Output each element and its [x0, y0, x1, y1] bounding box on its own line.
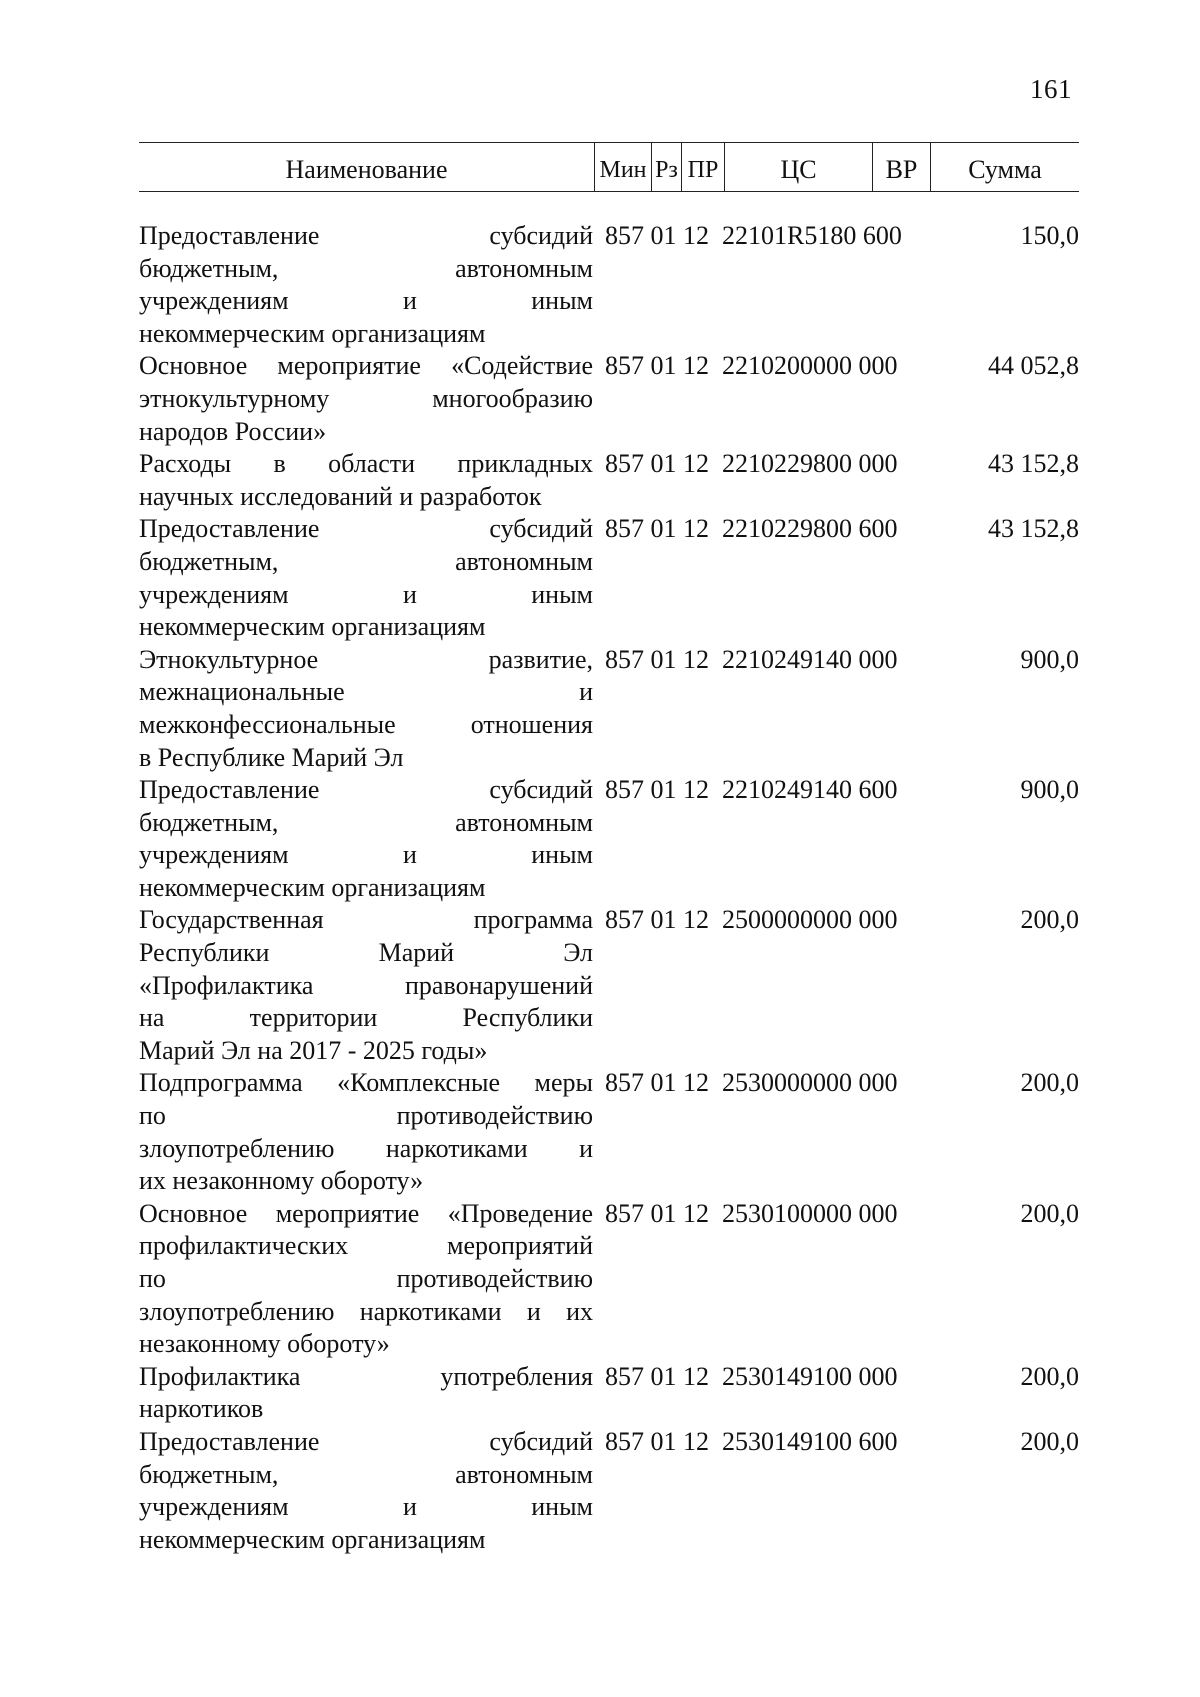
row-min: 857 — [605, 514, 644, 544]
row-cs: 2210229800 — [722, 449, 852, 479]
row-name-line: учреждениям и иным — [139, 840, 593, 870]
row-pr: 12 — [683, 775, 709, 805]
row-min: 857 — [605, 351, 644, 381]
row-name-line: Этнокультурное развитие, — [139, 644, 593, 674]
row-name — [139, 350, 595, 448]
row-pr: 12 — [683, 449, 709, 479]
table-row — [139, 1426, 1079, 1556]
row-vr: 600 — [858, 1426, 898, 1456]
row-min: 857 — [605, 449, 644, 479]
row-name-line: злоупотреблению наркотиками и их — [139, 1296, 593, 1326]
row-cs: 2210249140 — [722, 644, 852, 674]
row-vr: 000 — [858, 449, 898, 479]
row-pr: 12 — [683, 1426, 709, 1456]
row-name-line: их незаконному обороту» — [139, 1166, 424, 1196]
row-name-line: профилактических мероприятий — [139, 1231, 593, 1261]
row-name-line: Предоставление субсидий — [139, 1426, 593, 1456]
row-name-line: по противодействию — [139, 1101, 593, 1131]
row-pr: 12 — [683, 644, 709, 674]
row-name-line: по противодействию — [139, 1264, 593, 1293]
table-row — [139, 644, 1079, 774]
row-rz: 01 — [650, 1198, 677, 1228]
row-cs: 2210200000 — [722, 351, 852, 381]
row-min: 857 — [605, 1361, 644, 1391]
row-name-line: Основное мероприятие «Проведение — [139, 1198, 593, 1228]
row-name — [139, 904, 595, 1067]
table-row — [139, 774, 1079, 904]
row-sum: 43 152,8 — [988, 449, 1079, 479]
row-vr: 000 — [858, 351, 898, 381]
row-name — [139, 220, 595, 350]
row-name-line: учреждениям и иным — [139, 579, 593, 609]
row-cs: 2530000000 — [722, 1068, 852, 1098]
row-name-line: бюджетным, автономным — [139, 1459, 593, 1489]
row-min: 857 — [605, 1198, 644, 1228]
row-name-line: межконфессиональные отношения — [139, 709, 593, 739]
row-name-line: на территории Республики — [139, 1003, 593, 1033]
row-min: 857 — [605, 644, 644, 674]
row-name-line: бюджетным, автономным — [139, 546, 593, 576]
row-name — [139, 774, 595, 904]
row-name-line: бюджетным, автономным — [139, 807, 593, 837]
row-name-line: Расходы в области прикладных — [139, 449, 593, 479]
row-name-line: межнациональные и — [139, 677, 593, 707]
row-pr: 12 — [683, 1198, 709, 1228]
row-name-line: незаконному обороту» — [139, 1329, 390, 1359]
row-name-line: научных исследований и разработок — [139, 481, 542, 511]
row-sum: 900,0 — [1020, 775, 1079, 805]
table-row — [139, 1067, 1079, 1197]
table-row — [139, 513, 1079, 643]
row-name-line: в Республике Марий Эл — [139, 742, 404, 772]
row-name-line: бюджетным, автономным — [139, 253, 593, 283]
row-min: 857 — [605, 1068, 644, 1098]
row-name — [139, 1426, 595, 1556]
row-rz: 01 — [650, 1068, 677, 1098]
row-sum: 44 052,8 — [988, 351, 1079, 381]
row-name — [139, 644, 595, 774]
row-vr: 600 — [858, 775, 898, 805]
table-body — [139, 220, 1079, 1556]
row-rz: 01 — [650, 1426, 677, 1456]
row-pr: 12 — [683, 905, 709, 935]
page-number: 161 — [1030, 74, 1072, 104]
row-name-line: злоупотреблению наркотиками и — [139, 1133, 593, 1163]
row-min: 857 — [605, 905, 644, 935]
row-name — [139, 1198, 595, 1361]
row-rz: 01 — [650, 905, 677, 935]
row-sum: 200,0 — [1020, 1426, 1079, 1456]
row-name-line: Марий Эл на 2017 - 2025 годы» — [139, 1035, 488, 1065]
row-rz: 01 — [650, 351, 677, 381]
row-name-line: Основное мероприятие «Содействие — [139, 351, 593, 381]
row-vr: 000 — [858, 1068, 898, 1098]
row-codes — [595, 513, 935, 643]
row-vr: 000 — [858, 905, 898, 935]
table-header — [139, 142, 1079, 192]
row-name-line: учреждениям и иным — [139, 286, 593, 316]
row-name-line: этнокультурному многообразию — [139, 383, 593, 413]
row-pr: 12 — [683, 1068, 709, 1098]
table-row — [139, 1198, 1079, 1361]
row-name-line: Предоставление субсидий — [139, 221, 593, 250]
table-row — [139, 220, 1079, 350]
row-name-line: народов России» — [139, 416, 327, 446]
row-pr: 12 — [683, 351, 709, 381]
row-name-line: наркотиков — [139, 1394, 264, 1424]
row-codes — [595, 1198, 935, 1361]
table-row — [139, 350, 1079, 448]
header-cs: ЦС — [724, 143, 872, 191]
row-pr: 12 — [683, 1361, 709, 1391]
header-min: Мин — [594, 143, 651, 191]
row-cs: 2530149100 — [722, 1426, 852, 1456]
header-pr: ПР — [681, 143, 724, 191]
row-codes — [595, 448, 935, 513]
table-row — [139, 1361, 1079, 1426]
row-rz: 01 — [650, 514, 677, 544]
row-sum: 200,0 — [1020, 1361, 1079, 1391]
row-codes — [595, 904, 935, 1067]
row-sum: 200,0 — [1020, 1198, 1079, 1228]
row-name — [139, 448, 595, 513]
row-vr: 600 — [862, 221, 902, 250]
row-name-line: некоммерческим организациям — [139, 872, 486, 902]
row-name-line: некоммерческим организациям — [139, 318, 486, 348]
row-codes — [595, 1361, 935, 1426]
row-name-line: Предоставление субсидий — [139, 514, 593, 544]
row-codes — [595, 774, 935, 904]
row-sum: 900,0 — [1020, 644, 1079, 674]
row-name-line: Профилактика употребления — [139, 1361, 593, 1391]
row-vr: 600 — [858, 514, 898, 544]
row-rz: 01 — [650, 644, 677, 674]
row-codes — [595, 220, 935, 350]
row-name-line: некоммерческим организациям — [139, 612, 486, 642]
row-name-line: учреждениям и иным — [139, 1492, 593, 1522]
row-name-line: Подпрограмма «Комплексные меры — [139, 1068, 593, 1098]
row-min: 857 — [605, 775, 644, 805]
header-rz: Рз — [651, 143, 681, 191]
row-name-line: Республики Марий Эл — [139, 938, 593, 968]
row-name — [139, 1361, 595, 1426]
row-name — [139, 513, 595, 643]
row-cs: 2210229800 — [722, 514, 852, 544]
header-vr: ВР — [872, 143, 930, 191]
row-name-line: «Профилактика правонарушений — [139, 970, 593, 1000]
header-sum: Сумма — [930, 143, 1079, 191]
row-name-line: Государственная программа — [139, 905, 593, 935]
row-min: 857 — [605, 221, 644, 250]
row-name — [139, 1067, 595, 1197]
row-name-line: Предоставление субсидий — [139, 775, 593, 805]
row-cs: 2530100000 — [722, 1198, 852, 1228]
row-pr: 12 — [683, 221, 709, 250]
row-codes — [595, 1067, 935, 1197]
row-rz: 01 — [650, 221, 677, 250]
row-codes — [595, 644, 935, 774]
row-sum: 200,0 — [1020, 1068, 1079, 1098]
row-rz: 01 — [650, 775, 677, 805]
row-vr: 000 — [858, 1198, 898, 1228]
table-row — [139, 448, 1079, 513]
row-cs: 2530149100 — [722, 1361, 852, 1391]
table-row — [139, 904, 1079, 1067]
budget-table — [139, 142, 1079, 1556]
row-cs: 2210249140 — [722, 775, 852, 805]
row-rz: 01 — [650, 449, 677, 479]
row-vr: 000 — [858, 1361, 898, 1391]
row-cs: 2500000000 — [722, 905, 852, 935]
row-sum: 43 152,8 — [988, 514, 1079, 544]
row-rz: 01 — [650, 1361, 677, 1391]
row-name-line: некоммерческим организациям — [139, 1524, 486, 1554]
row-codes — [595, 1426, 935, 1556]
row-min: 857 — [605, 1426, 644, 1456]
row-sum: 150,0 — [1020, 221, 1079, 250]
row-vr: 000 — [858, 644, 898, 674]
row-codes — [595, 350, 935, 448]
row-sum: 200,0 — [1020, 905, 1079, 935]
row-cs: 22101R5180 — [722, 221, 857, 250]
row-pr: 12 — [683, 514, 709, 544]
header-name: Наименование — [285, 155, 448, 184]
